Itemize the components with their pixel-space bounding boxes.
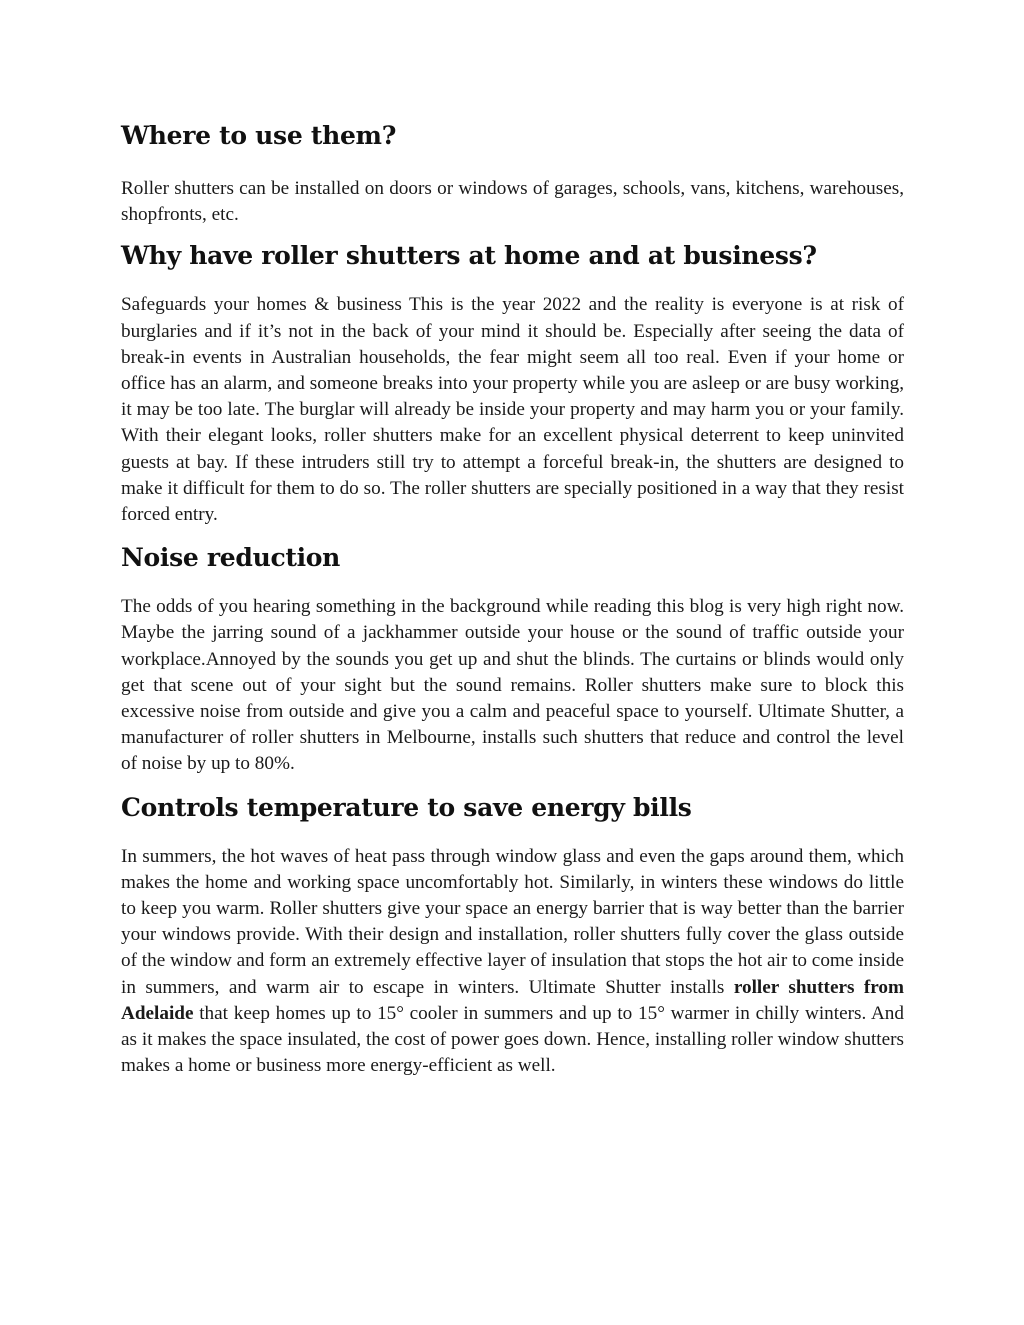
bold-link-text: roller shutters from Adelaide <box>121 976 904 1024</box>
heading-why-roller-shutters: Why have roller shutters at home and at business? <box>121 241 817 271</box>
heading-where-to-use: Where to use them? <box>121 121 397 150</box>
paragraph-text: that keep homes up to 15° cooler in summers and up to 15° warmer in chilly winters. And as it makes the space insulated, the cost of power goes down. Hence, installing roller window shutters makes a home or business more energy-efficient as well. <box>121 1002 904 1077</box>
document-page <box>121 110 904 1079</box>
heading-controls-temperature: Controls temperature to save energy bills <box>121 792 692 822</box>
paragraph-text: In summers, the hot waves of heat pass through window glass and even the gaps around them, which makes the home and working space uncomfortably hot. Similarly, in winters these windows do little to keep you warm. Roller shutters give your space an energy barrier that is way better than the barrier your windows provide. With their design and installation, roller shutters fully cover the glass outside of the window and form an extremely effective layer of insulation that stops the hot air to come inside in summers, and warm air to escape in winters. Ultimate Shutter installs <box>121 845 904 998</box>
paragraph-where-to-use: Roller shutters can be installed on doors or windows of garages, schools, vans, kitchens, warehouses, shopfronts, etc. <box>121 178 904 226</box>
heading-noise-reduction: Noise reduction <box>121 543 341 573</box>
paragraph-noise-reduction: The odds of you hearing something in the background while reading this blog is very high right now. Maybe the jarring sound of a jackhammer outside your house or the sound of traffic outside your workplace.Annoyed by the sounds you get up and shut the blinds. The curtains or blinds would only get that scene out of your sight but the sound remains. Roller shutters make sure to block this excessive noise from outside and give you a calm and peaceful space to yourself. Ultimate Shutter, a manufacturer of roller shutters in Melbourne, installs such shutters that reduce and control the level of noise by up to 80%. <box>121 596 904 775</box>
paragraph-controls-temperature <box>121 844 904 1080</box>
paragraph-safeguards: Safeguards your homes & business This is the year 2022 and the reality is everyone is at risk of burglaries and if it’s not in the back of your mind it should be. Especially after seeing the data of break-in events in Australian households, the fear might seem all too real. Even if your home or office has an alarm, and someone breaks into your property while you are asleep or are busy working, it may be too late. The burglar will already be inside your property and may harm you or your family. With their elegant looks, roller shutters make for an excellent physical deterrent to keep uninvited guests at bay. If these intruders still try to attempt a forceful break-in, the shutters are designed to make it difficult for them to do so. The roller shutters are specially positioned in a way that they resist forced entry. <box>121 294 904 526</box>
